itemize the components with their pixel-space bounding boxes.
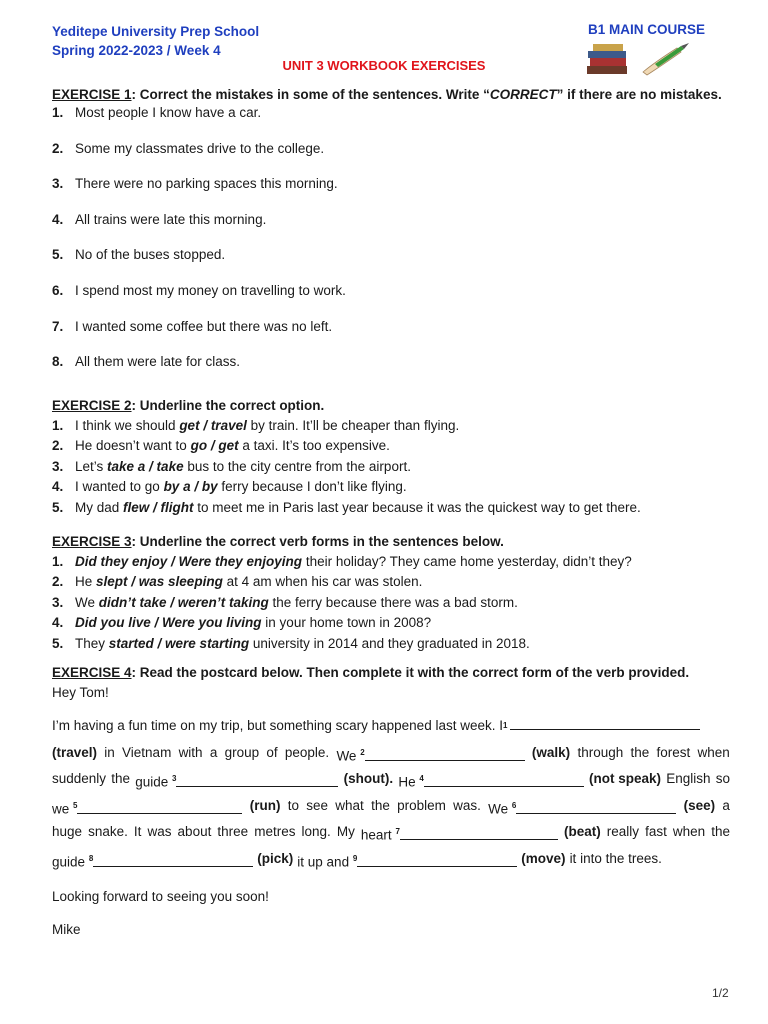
list-item: 1. Most people I know have a car.: [52, 105, 262, 120]
page-number: 1/2: [712, 986, 729, 1000]
list-item: 1. Did they enjoy / Were they enjoying their holiday? They came home yesterday, didn’t they?: [52, 554, 632, 569]
answer-blank-9[interactable]: [357, 853, 517, 867]
postcard-line-3: suddenly the guide $^3$ (shout). He $^4$ (not speak) English so: [52, 771, 730, 790]
postcard-line-6: guide $^8$ (pick) it up and $^9$ (move) it into the trees.: [52, 851, 662, 870]
option-pair[interactable]: flew / flight: [123, 499, 194, 515]
list-item: 3. There were no parking spaces this morning.: [52, 176, 338, 192]
exercise-1: [52, 85, 732, 389]
list-item: 1. I think we should get / travel by train. It’ll be cheaper than flying.: [52, 418, 460, 433]
exercise-3-list: [52, 552, 732, 654]
option-pair[interactable]: didn’t take / weren’t taking: [98, 594, 269, 610]
list-item: 4. All trains were late this morning.: [52, 211, 267, 227]
postcard-greeting: Hey Tom!: [52, 685, 109, 700]
list-item: 5. No of the buses stopped.: [52, 247, 226, 263]
exercise-4: [52, 663, 732, 703]
list-item: 3. We didn’t take / weren’t taking the ferry because there was a bad storm.: [52, 594, 518, 610]
option-pair[interactable]: Did you live / Were you living: [75, 615, 262, 631]
list-item: 3. Let’s take a / take bus to the city centre from the airport.: [52, 458, 411, 474]
list-item: 7. I wanted some coffee but there was no left.: [52, 318, 333, 334]
list-item: 6. I spend most my money on travelling to work.: [52, 282, 346, 298]
exercise-1-list: [52, 104, 732, 389]
postcard-signature: Mike: [52, 922, 81, 937]
list-item: 4. Did you live / Were you living in your home town in 2008?: [52, 615, 432, 631]
answer-blank-8[interactable]: [93, 853, 253, 867]
answer-blank-4[interactable]: [424, 773, 584, 787]
exercise-4-title: EXERCISE 4: Read the postcard below. Then complete it with the correct form of the verb provided.: [52, 665, 690, 680]
option-pair[interactable]: by a / by: [163, 479, 218, 495]
answer-blank-2[interactable]: [365, 747, 525, 761]
exercise-2: [52, 396, 732, 518]
postcard-line-2: (travel) in Vietnam with a group of people. We $^2$ (walk) through the forest when: [52, 745, 730, 764]
answer-blank-5[interactable]: [77, 800, 242, 814]
list-item: 2. He slept / was sleeping at 4 am when his car was stolen.: [52, 574, 423, 590]
list-item: 2. He doesn’t want to go / get a taxi. It’s too expensive.: [52, 438, 390, 454]
list-item: 2. Some my classmates drive to the college.: [52, 140, 325, 156]
option-pair[interactable]: get / travel: [179, 418, 247, 433]
course-name: B1 MAIN COURSE: [588, 22, 706, 37]
list-item: 5. My dad flew / flight to meet me in Paris last year because it was the quickest way to get there.: [52, 499, 641, 515]
term-week: Spring 2022-2023 / Week 4: [52, 43, 221, 58]
answer-blank-1[interactable]: [510, 716, 700, 730]
option-pair[interactable]: Did they enjoy / Were they enjoying: [75, 554, 303, 569]
exercise-1-title: EXERCISE 1: Correct the mistakes in some of the sentences. Write “CORRECT” if there are no mistakes.: [52, 87, 722, 102]
list-item: 4. I wanted to go by a / by ferry because I don’t like flying.: [52, 479, 407, 495]
option-pair[interactable]: started / were starting: [108, 635, 250, 651]
answer-blank-3[interactable]: [176, 773, 338, 787]
option-pair[interactable]: go / get: [190, 438, 239, 454]
school-name: Yeditepe University Prep School: [52, 24, 260, 39]
exercise-3: [52, 532, 732, 654]
exercise-2-list: [52, 416, 732, 518]
postcard-line-4: we $^5$ (run) to see what the problem was. We $^6$ (see) a: [52, 798, 730, 817]
unit-title: UNIT 3 WORKBOOK EXERCISES: [282, 58, 486, 73]
list-item: 5. They started / were starting university in 2014 and they graduated in 2018.: [52, 635, 530, 651]
postcard-line-5: huge snake. It was about three metres long. My heart $^7$ (beat) really fast when the: [52, 824, 730, 843]
answer-blank-7[interactable]: [400, 826, 558, 840]
option-pair[interactable]: take a / take: [107, 458, 184, 474]
list-item: 8. All them were late for class.: [52, 354, 241, 370]
option-pair[interactable]: slept / was sleeping: [96, 574, 223, 590]
exercise-3-title: EXERCISE 3: Underline the correct verb forms in the sentences below.: [52, 534, 504, 549]
exercise-2-title: EXERCISE 2: Underline the correct option.: [52, 398, 325, 413]
postcard-line-1: I’m having a fun time on my trip, but something scary happened last week. I 1: [52, 716, 730, 736]
postcard-closing: Looking forward to seeing you soon!: [52, 889, 269, 904]
answer-blank-6[interactable]: [516, 800, 676, 814]
header-left: [52, 22, 259, 60]
